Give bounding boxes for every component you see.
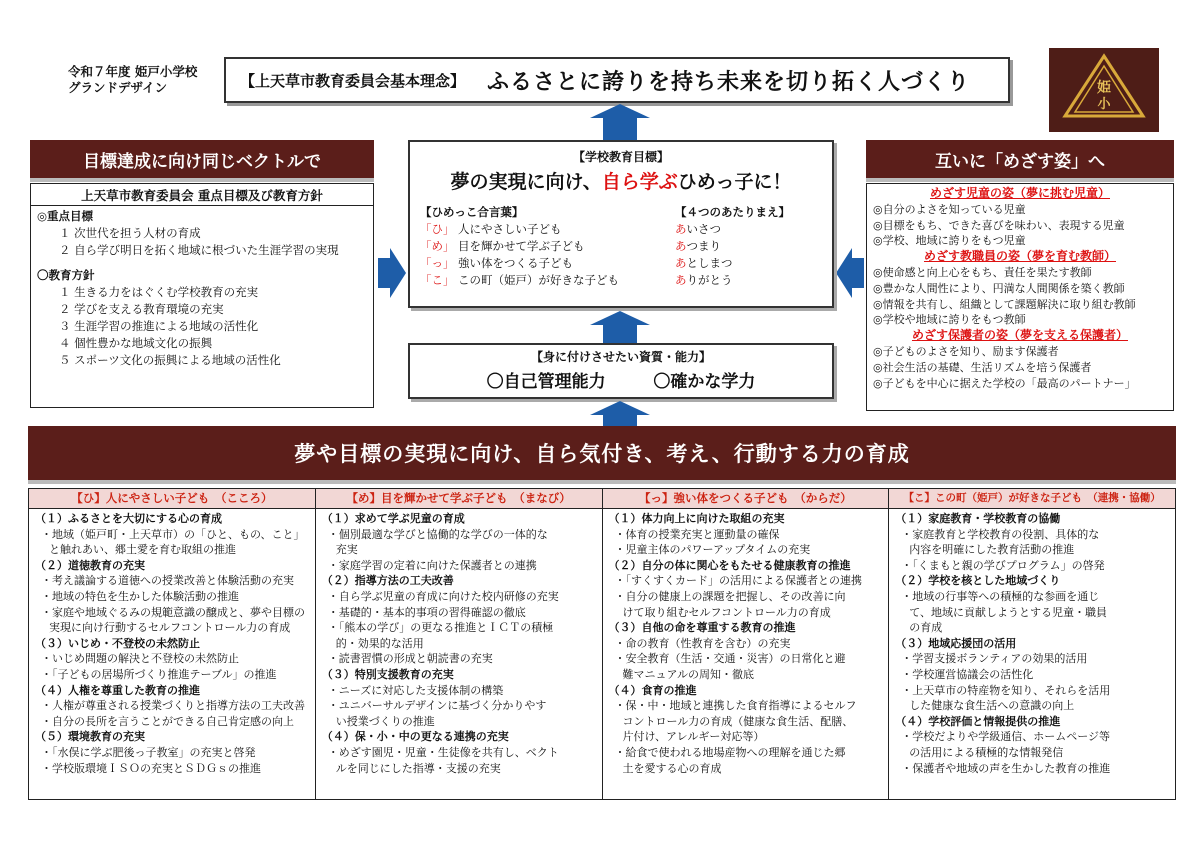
list-item: ・めざす園児・児童・生徒像を共有し、ベクト <box>327 745 559 759</box>
list-item: ・上天草市の特産物を知り、それらを活用 <box>901 683 1111 697</box>
column-body <box>29 509 315 778</box>
list-item: い授業づくりの推進 <box>335 714 435 728</box>
section-heading: （３）特別支援教育の充実 <box>321 667 454 681</box>
list-item: ・家庭学習の定着に向けた保護者との連携 <box>327 558 537 572</box>
emblem-icon <box>1059 52 1149 128</box>
basics-title: 【４つのあたりまえ】 <box>675 205 790 219</box>
motto-item: 「っ」 強い体をつくる子ども <box>420 256 573 270</box>
section-heading: （４）食育の推進 <box>608 683 697 697</box>
list-item: ・いじめ問題の解決と不登校の未然防止 <box>41 652 239 666</box>
column-body <box>889 509 1175 778</box>
list-item: ルを同じにした指導・支援の充実 <box>335 761 501 775</box>
list-item: ・基礎的・基本的事項の習得確認の徹底 <box>327 605 526 619</box>
parents-title: めざす保護者の姿（夢を支える保護者） <box>911 328 1128 343</box>
column-ko <box>889 489 1175 799</box>
list-item: ・保護者や地域の声を生かした教育の推進 <box>901 761 1111 775</box>
teachers-title: めざす教職員の姿（夢を育む教師） <box>923 249 1116 264</box>
list-item: ・学習支援ボランティアの効果的活用 <box>901 652 1088 666</box>
list-item: ・「水俣に学ぶ肥後っ子教室」の充実と啓発 <box>41 745 256 759</box>
column-hi <box>29 489 316 799</box>
left-arrow-icon <box>376 248 406 298</box>
philosophy-title-box <box>224 57 1010 103</box>
section-heading: （１）体力向上に向けた取組の充実 <box>608 512 785 525</box>
school-goal-post: ひめっ子に！ <box>677 171 792 193</box>
list-item: ・給食で使われる地場産物への理解を通じた郷 <box>614 745 846 759</box>
list-item: 片付け、アレルギー対応等） <box>622 730 765 744</box>
list-item: の活用による積極的な情報発信 <box>909 745 1064 759</box>
school-goal-pre: 夢の実現に向け、 <box>450 171 602 193</box>
arrow-to-title <box>590 104 650 140</box>
motto-item: 「め」 目を輝かせて学ぶ子ども <box>420 239 585 253</box>
section-heading: （３）地域応援団の活用 <box>895 636 1017 650</box>
policy-title: 〇教育方針 <box>37 268 95 282</box>
list-item: 難マニュアルの周知・徹底 <box>622 667 755 681</box>
list-item: ・自ら学ぶ児童の育成に向けた校内研修の充実 <box>327 589 559 603</box>
svg-text:小: 小 <box>1097 97 1111 112</box>
students-title: めざす児童の姿（夢に挑む児童） <box>929 186 1110 200</box>
section-heading: （３）いじめ・不登校の未然防止 <box>35 636 200 650</box>
section-heading: （１）家庭教育・学校教育の協働 <box>895 512 1061 525</box>
list-item: ・保・中・地域と連携した食育指導によるセルフ <box>614 699 857 713</box>
arrow-to-abilities <box>590 401 650 427</box>
teacher-item: ◎学校や地域に誇りをもつ教師 <box>873 313 1026 327</box>
left-banner: 目標達成に向け同じベクトルで <box>30 140 374 182</box>
list-item: ・個別最適な学びと協働的な学びの一体的な <box>327 527 548 541</box>
list-item: ・安全教育（生活・交通・災害）の日常化と避 <box>614 652 846 666</box>
action-columns <box>28 488 1176 800</box>
teacher-item: ◎情報を共有し、組織として課題解決に取り組む教師 <box>873 297 1136 311</box>
board-policy-heading: 上天草市教育委員会 重点目標及び教育方針 <box>31 187 373 206</box>
basics-item: ありがとう <box>675 273 733 287</box>
list-item: 充実 <box>335 543 358 557</box>
list-item: 内容を明確にした教育活動の推進 <box>909 543 1075 557</box>
abilities-box <box>408 343 834 399</box>
section-heading: （１）ふるさとを大切にする心の育成 <box>35 512 222 525</box>
student-item: ◎学校、地域に誇りをもつ児童 <box>873 234 1026 248</box>
motto-item: 「ひ」 人にやさしい子ども <box>420 222 562 236</box>
school-year-name: 令和７年度 姫戸小学校 <box>68 64 198 79</box>
list-item: ・児童主体のパワーアップタイムの充実 <box>614 543 811 557</box>
column-title: 【こ】この町（姫戸）が好きな子ども （連携・協働） <box>889 489 1175 509</box>
right-arrow-icon <box>836 248 866 298</box>
policy-item: １ 生きる力をはぐくむ学校教育の充実 <box>59 285 259 299</box>
column-title: 【め】目を輝かせて学ぶ子ども （まなび） <box>316 489 602 509</box>
target-figures-panel <box>866 183 1174 411</box>
teacher-item: ◎使命感と向上心をもち、責任を果たす教師 <box>873 265 1092 279</box>
philosophy-label: 【上天草市教育委員会基本理念】 <box>240 71 466 90</box>
school-goal-box <box>408 140 834 308</box>
list-item: ・地域（姫戸町・上天草市）の「ひと、もの、こと」 <box>41 527 305 541</box>
list-item: と触れあい、郷土愛を育む取組の推進 <box>49 543 236 557</box>
section-heading: （１）求めて学ぶ児童の育成 <box>321 512 465 525</box>
goal-item: １ 次世代を担う人材の育成 <box>59 226 201 240</box>
right-banner: 互いに「めざす姿」へ <box>866 140 1174 182</box>
list-item: ・自分の長所を言うことができる自己肯定感の向上 <box>41 714 294 728</box>
list-item: ・体育の授業充実と運動量の確保 <box>614 527 780 541</box>
basics-item: あいさつ <box>675 222 721 236</box>
section-heading: （４）保・小・中の更なる連携の充実 <box>321 730 509 744</box>
parent-item: ◎社会生活の基礎、生活リズムを培う保護者 <box>873 360 1092 374</box>
student-item: ◎目標をもち、できた喜びを味わい、表現する児童 <box>873 218 1125 232</box>
list-item: ・命の教育（性教育を含む）の充実 <box>614 636 791 650</box>
list-item: ・学校版環境ＩＳＯの充実とＳＤＧｓの推進 <box>41 761 261 775</box>
list-item: ・学校運営協議会の活性化 <box>901 667 1034 681</box>
school-emblem <box>1049 48 1159 132</box>
section-heading: （５）環境教育の充実 <box>35 730 145 744</box>
section-heading: （４）学校評価と情報提供の推進 <box>895 714 1061 728</box>
list-item: ・学校だよりや学級通信、ホームページ等 <box>901 730 1111 744</box>
list-item: ・人権が尊重される授業づくりと指導方法の工夫改善 <box>41 699 305 713</box>
school-goal-highlight: 自ら学ぶ <box>601 171 678 193</box>
section-heading: （４）人権を尊重した教育の推進 <box>35 683 200 697</box>
abilities-list <box>410 367 832 392</box>
ability-1: 〇自己管理能力 <box>486 372 606 392</box>
basics-item: あとしまつ <box>675 256 733 270</box>
column-tsu <box>603 489 890 799</box>
list-item: ・ユニバーサルデザインに基づく分かりやす <box>327 699 547 713</box>
section-heading: （２）指導方法の工夫改善 <box>321 574 454 588</box>
policy-item: ４ 個性豊かな地域文化の振興 <box>59 336 213 350</box>
motto-title: 【ひめっこ合言葉】 <box>420 205 524 219</box>
parent-item: ◎子どもを中心に据えた学校の「最高のパートナー」 <box>873 376 1136 390</box>
list-item: ・「すくすくカード」の活用による保護者との連携 <box>614 574 862 588</box>
board-policy-panel <box>30 183 374 408</box>
arrow-to-goal <box>590 311 650 343</box>
list-item: ・読書習慣の形成と朝読書の充実 <box>327 652 493 666</box>
abilities-label: 【身に付けさせたい資質・能力】 <box>530 350 711 364</box>
list-item: ・地域の特色を生かした体験活動の推進 <box>41 589 239 603</box>
section-heading: （３）自他の命を尊重する教育の推進 <box>608 621 796 635</box>
column-body <box>603 509 889 778</box>
list-item: ・家庭や地域ぐるみの規範意識の醸成と、夢や目標の <box>41 605 305 619</box>
main-banner: 夢や目標の実現に向け、自ら気付き、考え、行動する力の育成 <box>28 426 1176 484</box>
list-item: 的・効果的な活用 <box>335 636 424 650</box>
school-header <box>68 64 197 96</box>
ability-2: 〇確かな学力 <box>653 372 756 392</box>
list-item: ・自分の健康上の課題を把握し、その改善に向 <box>614 589 846 603</box>
policy-item: ２ 学びを支える教育環境の充実 <box>59 302 224 316</box>
policy-item: ３ 生涯学習の推進による地域の活性化 <box>59 319 259 333</box>
list-item: ・「熊本の学び」の更なる推進とＩＣＴの積極 <box>327 621 554 635</box>
school-goal-label: 【学校教育目標】 <box>572 150 669 164</box>
section-heading: （２）道徳教育の充実 <box>35 558 145 572</box>
svg-text:姫: 姫 <box>1097 80 1111 96</box>
list-item: 土を愛する心の育成 <box>622 761 722 775</box>
list-item: けて取り組むセルフコントロール力の育成 <box>622 605 831 619</box>
list-item: 実現に向け行動するセルフコントロール力の育成 <box>49 621 291 635</box>
list-item: て、地域に貢献しようとする児童・職員 <box>909 605 1108 619</box>
section-heading: （２）自分の体に関心をもたせる健康教育の推進 <box>608 558 851 572</box>
list-item: した健康な食生活への意識の向上 <box>909 699 1075 713</box>
document-type: グランドデザイン <box>68 80 168 95</box>
list-item: ・家庭教育と学校教育の役割、具体的な <box>901 527 1100 541</box>
teacher-item: ◎豊かな人間性により、円満な人間関係を築く教師 <box>873 281 1125 295</box>
list-item: ・ニーズに対応した支援体制の構築 <box>327 683 504 697</box>
basics-item: あつまり <box>675 239 721 253</box>
goals-title: ◎重点目標 <box>37 209 94 223</box>
list-item: の育成 <box>909 621 943 635</box>
policy-item: ５ スポーツ文化の振興による地域の活性化 <box>59 353 281 367</box>
list-item: ・「くまもと親の学びプログラム」の啓発 <box>901 558 1105 572</box>
goal-item: ２ 自ら学び明日を拓く地域に根づいた生涯学習の実現 <box>59 243 339 257</box>
list-item: ・「子どもの居場所づくり推進テーブル」の推進 <box>41 667 277 681</box>
section-heading: （２）学校を核とした地域づくり <box>895 574 1061 588</box>
philosophy-text: ふるさとに誇りを持ち未来を切り拓く人づくり <box>487 69 971 95</box>
student-item: ◎自分のよさを知っている児童 <box>873 202 1026 216</box>
list-item: コントロール力の育成（健康な食生活、配膳、 <box>622 714 854 728</box>
list-item: ・地域の行事等への積極的な参画を通じ <box>901 589 1100 603</box>
parent-item: ◎子どものよさを知り、励ます保護者 <box>873 344 1059 358</box>
motto-item: 「こ」 この町（姫戸）が好きな子ども <box>420 273 619 287</box>
column-title: 【っ】強い体をつくる子ども （からだ） <box>603 489 889 509</box>
column-title: 【ひ】人にやさしい子ども （こころ） <box>29 489 315 509</box>
column-me <box>316 489 603 799</box>
column-body <box>316 509 602 778</box>
school-goal-text <box>420 167 822 194</box>
list-item: ・考え議論する道徳への授業改善と体験活動の充実 <box>41 574 294 588</box>
